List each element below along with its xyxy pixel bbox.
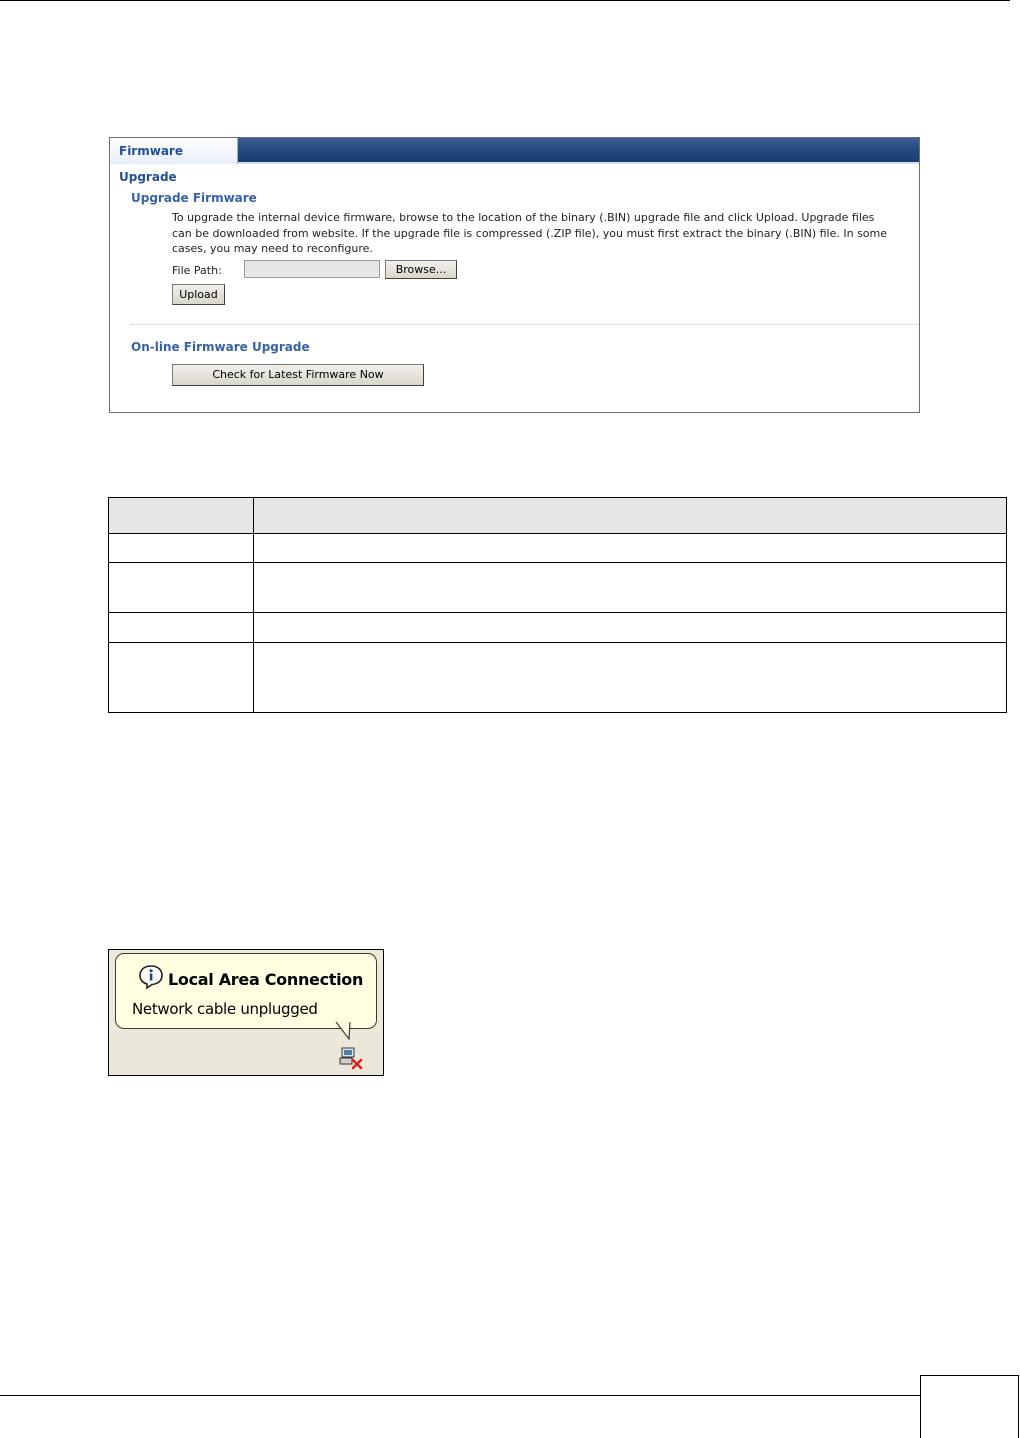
check-latest-firmware-button[interactable]: Check for Latest Firmware Now — [172, 364, 424, 386]
page-number-box — [920, 1375, 1019, 1438]
table-cell-label — [109, 643, 254, 713]
upgrade-firmware-title: Upgrade Firmware — [131, 191, 257, 205]
network-disconnected-icon[interactable] — [339, 1046, 363, 1070]
network-balloon-screenshot — [108, 949, 384, 1076]
table-cell-label — [109, 534, 254, 563]
balloon-tail — [335, 1022, 355, 1040]
table-cell-label — [109, 563, 254, 613]
table-cell-description — [254, 534, 1007, 563]
table-header-label — [109, 498, 254, 534]
table-row — [109, 534, 1007, 563]
online-upgrade-title: On-line Firmware Upgrade — [131, 340, 310, 354]
table-row — [109, 643, 1007, 713]
balloon-title: Local Area Connection — [168, 970, 364, 989]
browse-button[interactable]: Browse... — [385, 260, 457, 279]
tab-firmware-upgrade[interactable]: Firmware Upgrade — [110, 138, 238, 164]
info-icon — [138, 964, 164, 990]
firmware-upgrade-panel — [109, 137, 920, 413]
table-header-description — [254, 498, 1007, 534]
balloon-message: Network cable unplugged — [132, 1000, 318, 1018]
file-path-label: File Path: — [172, 264, 222, 277]
table-cell-label — [109, 613, 254, 643]
page-top-rule — [0, 0, 1010, 1]
file-path-input[interactable] — [244, 260, 380, 278]
table-header-row — [109, 498, 1007, 534]
table-cell-description — [254, 563, 1007, 613]
footer-rule — [0, 1395, 920, 1396]
table-row — [109, 613, 1007, 643]
section-divider — [131, 324, 919, 325]
upload-button[interactable]: Upload — [172, 284, 225, 305]
notification-balloon[interactable] — [115, 953, 377, 1029]
upgrade-description: To upgrade the internal device firmware, browse to the location of the binary (.BIN) upgrade file and click Upload. Upgrade files can be downloaded from website. If the upgrade file is compressed (.ZIP file), you must first extract the binary (.BIN) file. In some cases, you may need to reconfigure. — [172, 211, 888, 255]
field-description-table — [108, 497, 1007, 713]
table-cell-description — [254, 613, 1007, 643]
table-cell-description — [254, 643, 1007, 713]
table-row — [109, 563, 1007, 613]
tab-underline — [238, 162, 919, 164]
